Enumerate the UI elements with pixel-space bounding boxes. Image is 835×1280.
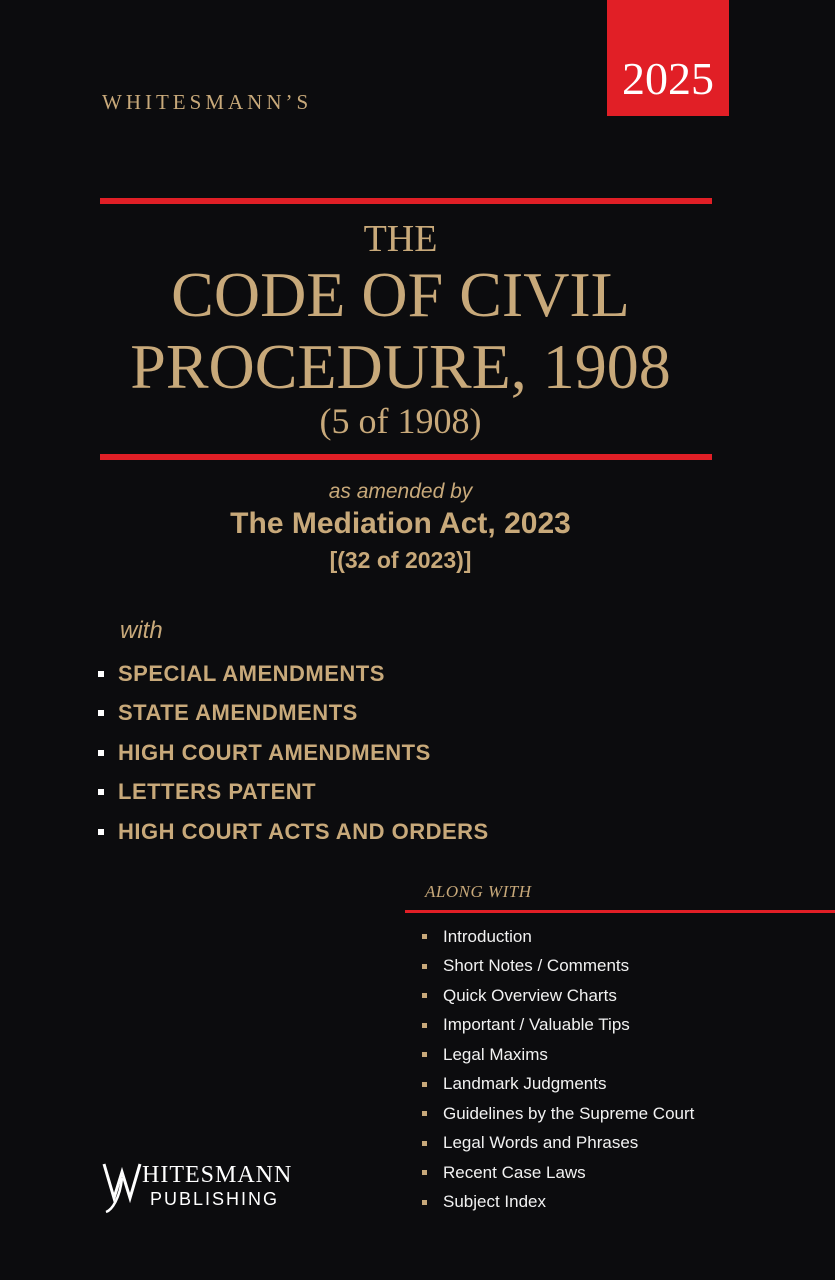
bullet-icon xyxy=(422,934,427,939)
title-top-divider xyxy=(100,198,712,204)
bullet-icon xyxy=(98,671,104,677)
bullet-icon xyxy=(422,1082,427,1087)
bullet-icon xyxy=(98,789,104,795)
bullet-icon xyxy=(422,1052,427,1057)
bullet-icon xyxy=(422,993,427,998)
list-item-label: Recent Case Laws xyxy=(443,1162,586,1182)
list-item-label: Guidelines by the Supreme Court xyxy=(443,1103,695,1123)
list-item xyxy=(98,654,489,694)
mediation-act-number: [(32 of 2023)] xyxy=(329,547,472,573)
list-item xyxy=(422,1099,694,1129)
bullet-icon xyxy=(98,710,104,716)
with-label: with xyxy=(120,617,163,644)
year-badge xyxy=(607,0,729,116)
list-item-label: Important / Valuable Tips xyxy=(443,1015,630,1035)
title-line-2: PROCEDURE, 1908 xyxy=(130,331,671,402)
bullet-icon xyxy=(422,1023,427,1028)
bullet-icon xyxy=(422,1170,427,1175)
main-contents-list xyxy=(98,654,489,852)
list-item-label: Legal Maxims xyxy=(443,1044,548,1064)
bullet-icon xyxy=(422,964,427,969)
bullet-icon xyxy=(422,1200,427,1205)
list-item-label: Landmark Judgments xyxy=(443,1074,607,1094)
publisher-name-top: WHITESMANN’S xyxy=(102,90,313,114)
list-item xyxy=(422,952,694,982)
list-item xyxy=(422,981,694,1011)
list-item-label: Introduction xyxy=(443,926,532,946)
list-item-label: Quick Overview Charts xyxy=(443,985,617,1005)
title-the: THE xyxy=(363,218,438,260)
logo-subtitle: PUBLISHING xyxy=(150,1189,280,1209)
list-item xyxy=(98,733,489,773)
bullet-icon xyxy=(98,829,104,835)
title-act-number: (5 of 1908) xyxy=(319,401,482,441)
as-amended-by: as amended by xyxy=(328,480,473,503)
along-with-divider xyxy=(405,910,835,913)
publisher-logo xyxy=(102,1158,312,1218)
list-item xyxy=(422,1040,694,1070)
list-item xyxy=(422,1188,694,1218)
list-item-label: STATE AMENDMENTS xyxy=(118,700,358,726)
mediation-act-name: The Mediation Act, 2023 xyxy=(230,507,571,540)
along-with-label: ALONG WITH xyxy=(425,882,532,901)
list-item xyxy=(422,1011,694,1041)
list-item xyxy=(422,922,694,952)
list-item-label: HIGH COURT ACTS AND ORDERS xyxy=(118,818,489,844)
bullet-icon xyxy=(422,1111,427,1116)
list-item-label: SPECIAL AMENDMENTS xyxy=(118,660,385,686)
along-with-list xyxy=(422,922,694,1217)
title-line-1: CODE OF CIVIL xyxy=(171,259,630,330)
list-item-label: HIGH COURT AMENDMENTS xyxy=(118,739,431,765)
list-item-label: LETTERS PATENT xyxy=(118,779,317,805)
list-item xyxy=(422,1070,694,1100)
list-item xyxy=(422,1129,694,1159)
list-item xyxy=(422,1158,694,1188)
list-item-label: Legal Words and Phrases xyxy=(443,1133,639,1153)
list-item xyxy=(98,773,489,813)
bullet-icon xyxy=(98,750,104,756)
bullet-icon xyxy=(422,1141,427,1146)
list-item xyxy=(98,812,489,852)
year-label: 2025 xyxy=(622,53,714,104)
list-item xyxy=(98,694,489,734)
title-bottom-divider xyxy=(100,454,712,460)
logo-wordmark: HITESMANN xyxy=(142,1162,293,1188)
list-item-label: Short Notes / Comments xyxy=(443,956,630,976)
list-item-label: Subject Index xyxy=(443,1192,547,1212)
